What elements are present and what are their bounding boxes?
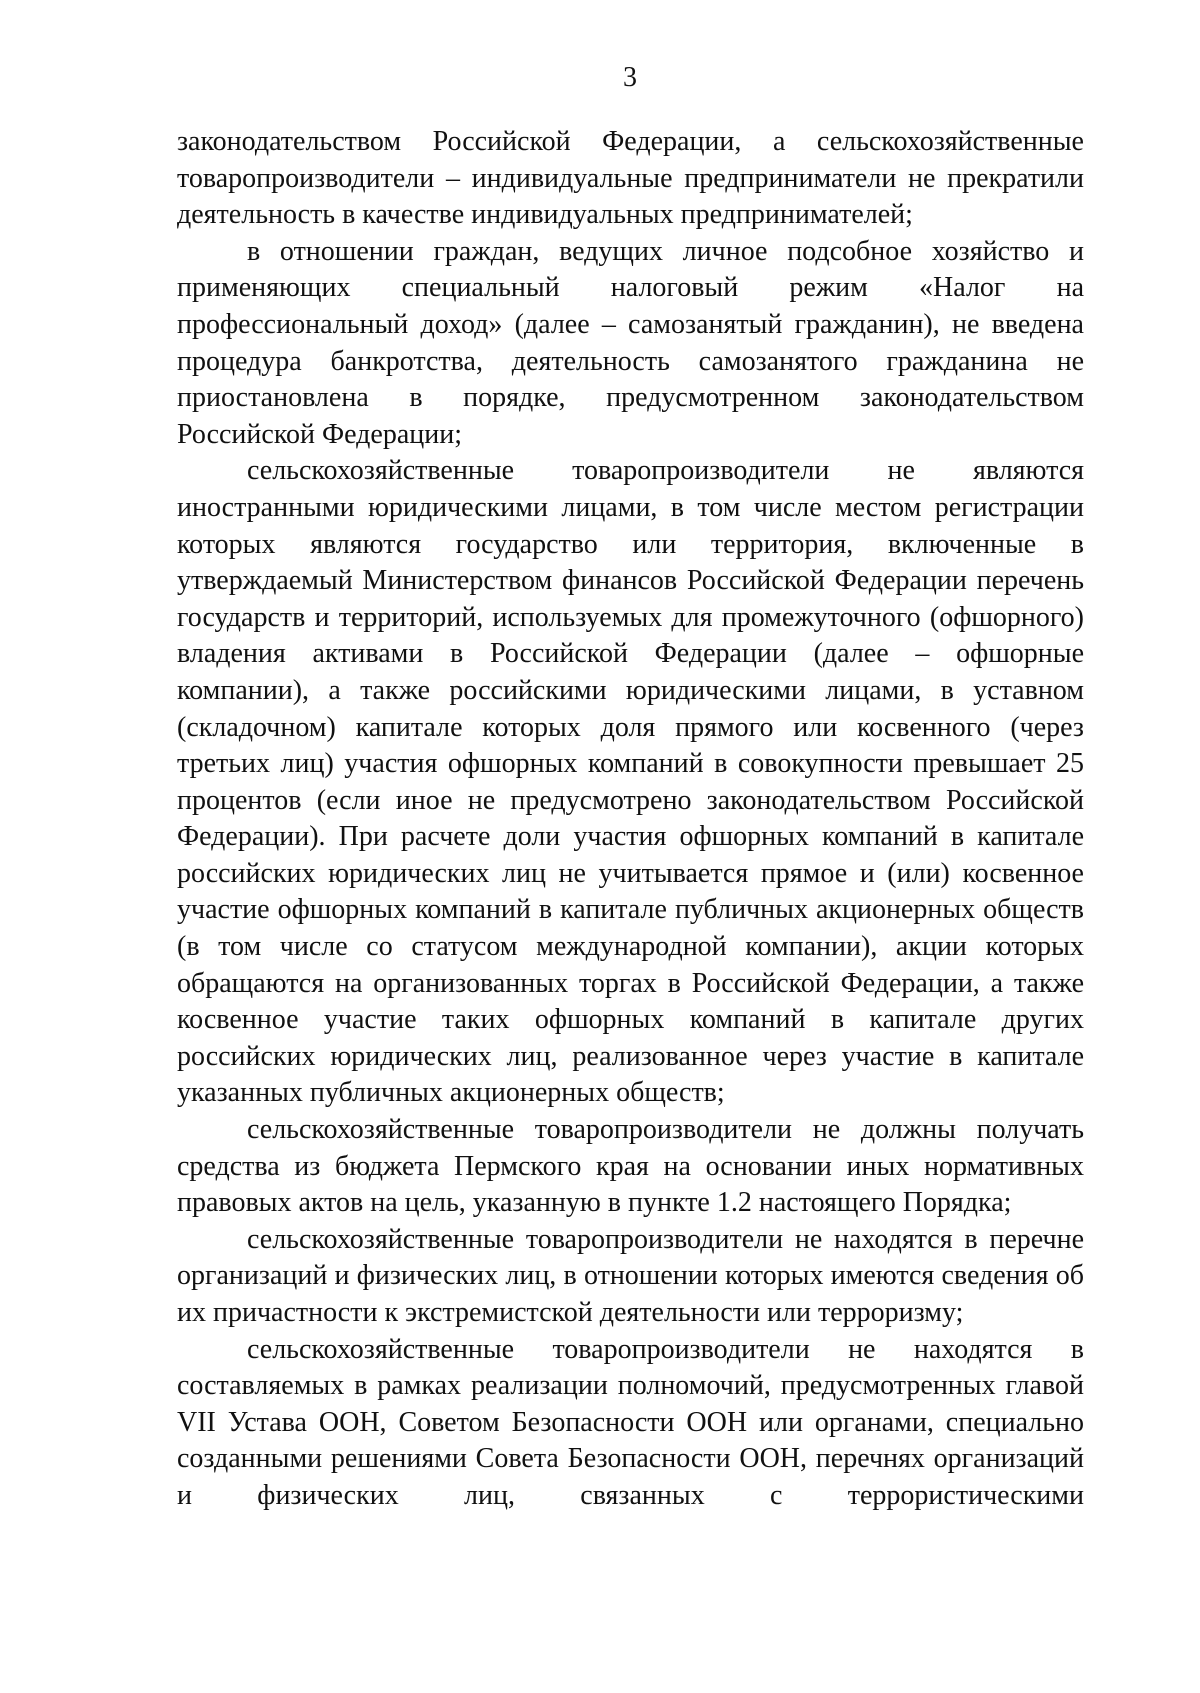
- paragraph-self-employed-conditions: в отношении граждан, ведущих личное подсобное хозяйство и применяющих специальный налоговый режим «Налог на профессиональный доход» (далее – самозанятый гражданин), не введена процедура банкротства, деятельность самозанятого гражданина не приостановлена в порядке, предусмотренном законодательством Российской Федерации;: [177, 235, 1084, 450]
- paragraph-extremism-list: сельскохозяйственные товаропроизводители не находятся в перечне организаций и физических лиц, в отношении которых имеются сведения об их причастности к экстремистской деятельности или терроризму;: [177, 1223, 1084, 1328]
- paragraph-budget-funds: сельскохозяйственные товаропроизводители не должны получать средства из бюджета Пермского края на основании иных нормативных правовых актов на цель, указанную в пункте 1.2 настоящего Порядка;: [177, 1114, 1084, 1219]
- paragraph-un-lists: сельскохозяйственные товаропроизводители не находятся в составляемых в рамках реализации полномочий, предусмотренных главой VII Устава ООН, Советом Безопасности ООН или органами, специально созданными решениями Совета Безопасности ООН, перечнях организаций и физических лиц, связанных с террористическими: [177, 1333, 1084, 1511]
- paragraph-offshore-companies: сельскохозяйственные товаропроизводители не являются иностранными юридическими лицами, в том числе местом регистрации которых являются государство или территория, включенные в утверждаемый Министерством финансов Российской Федерации перечень государств и территорий, используемых для промежуточного (офшорного) владения активами в Российской Федерации (далее – офшорные компании), а также российскими юридическими лицами, в уставном (складочном) капитале которых доля прямого или косвенного (через третьих лиц) участия офшорных компаний в совокупности превышает 25 процентов (если иное не предусмотрено законодательством Российской Федерации). При расчете доли участия офшорных компаний в капитале российских юридических лиц не учитывается прямое и (или) косвенное участие офшорных компаний в капитале публичных акционерных обществ (в том числе со статусом международной компании), акции которых обращаются на организованных торгах в Российской Федерации, а также косвенное участие таких офшорных компаний в капитале других российских юридических лиц, реализованное через участие в капитале указанных публичных акционерных обществ;: [177, 455, 1084, 1109]
- page-number: 3: [623, 62, 637, 93]
- document-body: [177, 124, 1084, 1515]
- paragraph-continuation: законодательством Российской Федерации, а сельскохозяйственные товаропроизводители – индивидуальные предприниматели не прекратили деятельность в качестве индивидуальных предпринимателей;: [177, 126, 1084, 231]
